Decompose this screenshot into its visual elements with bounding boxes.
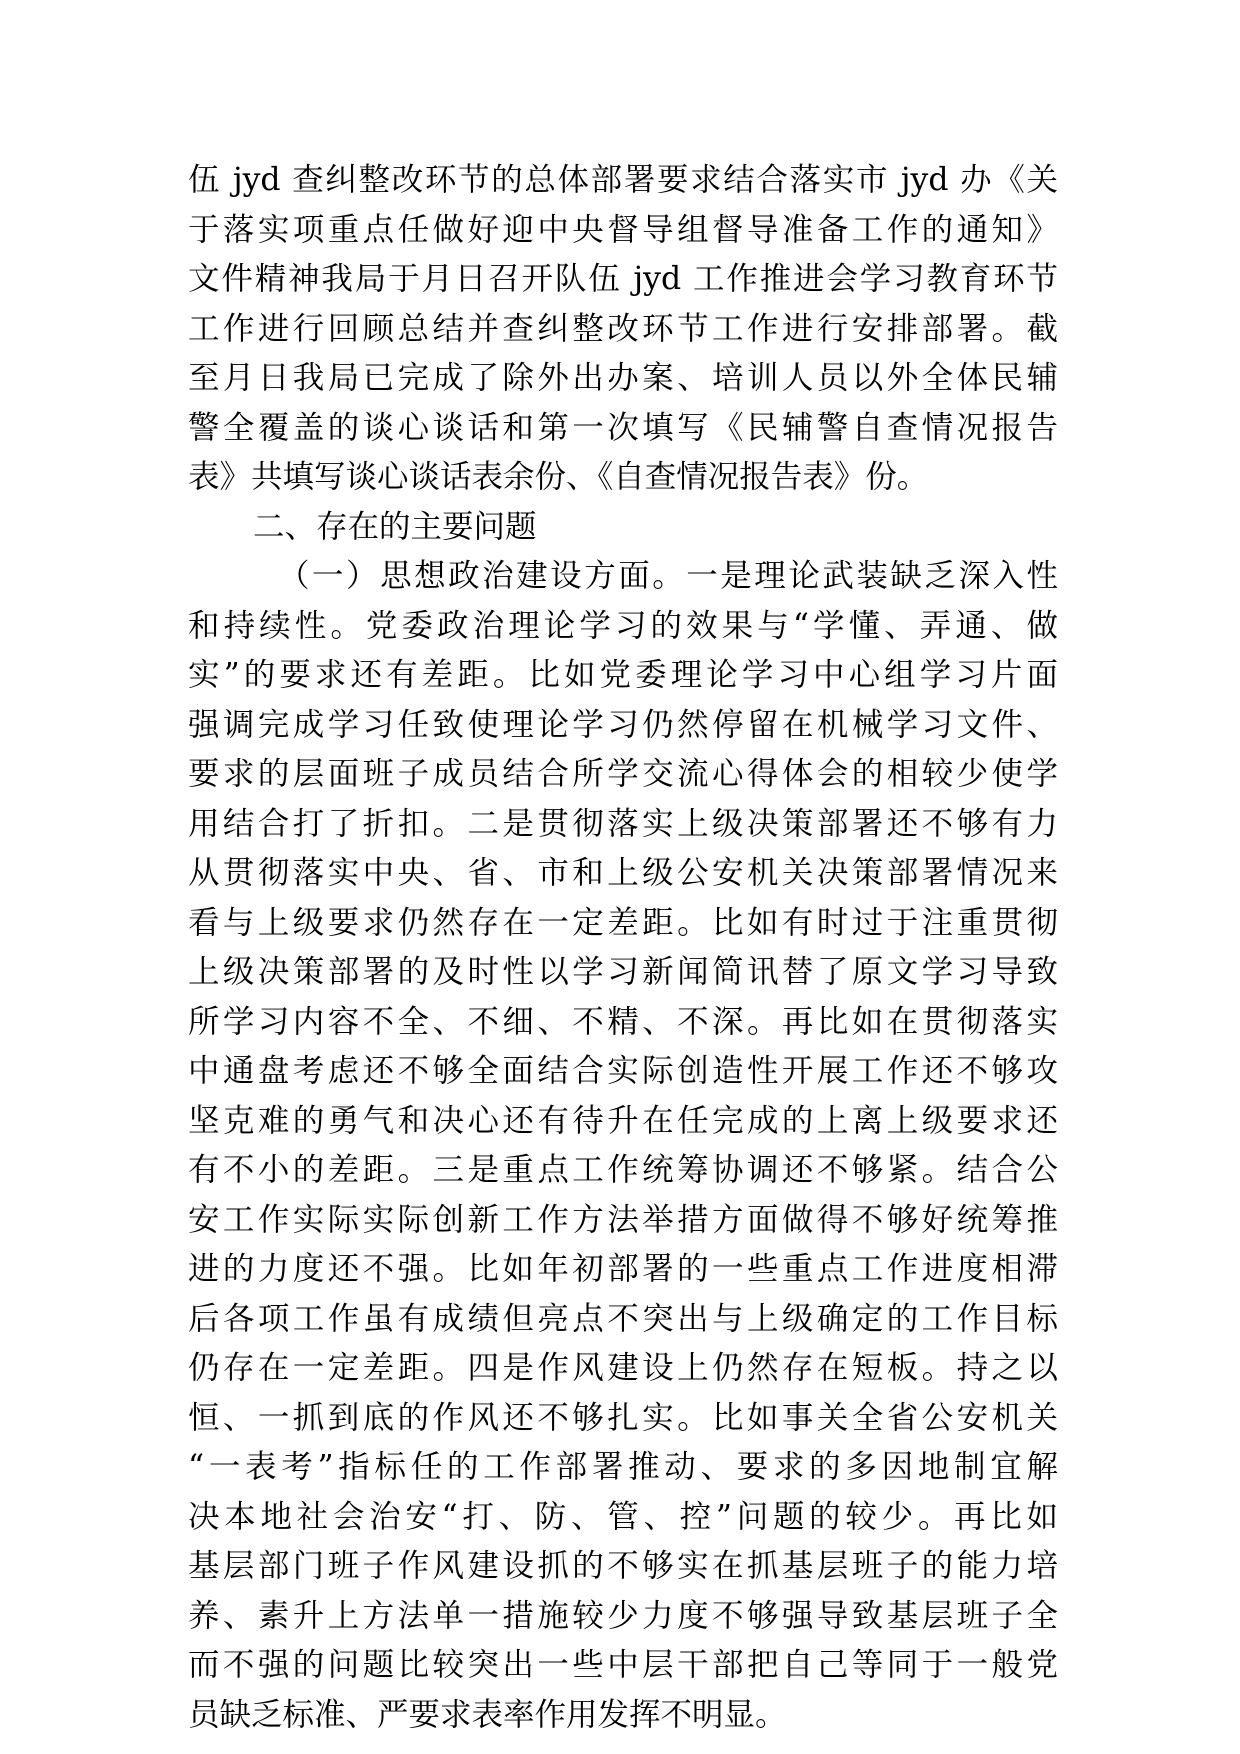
body-text-line: 养、素升上方法单一措施较少力度不够强导致基层班子全	[188, 1597, 1058, 1634]
body-text-line: 伍 jyd 查纠整改环节的总体部署要求结合落实市 jyd 办《关	[188, 162, 1058, 198]
body-text-line: “一表考”指标任的工作部署推动、要求的多因地制宜解	[188, 1449, 1058, 1485]
body-text-line: 表》共填写谈心谈话表余份、《自查情况报告表》份。	[188, 459, 929, 495]
body-text-line: 工作进行回顾总结并查纠整改环节工作进行安排部署。截	[188, 310, 1058, 347]
body-text-line: 安工作实际实际创新工作方法举措方面做得不够好统筹推	[188, 1201, 1058, 1238]
body-text-line: 仍存在一定差距。四是作风建设上仍然存在短板。持之以	[188, 1350, 1058, 1386]
body-text-line: 而不强的问题比较突出一些中层干部把自己等同于一般党	[188, 1647, 1058, 1683]
body-text-line: 恒、一抓到底的作风还不够扎实。比如事关全省公安机关	[188, 1399, 1058, 1436]
body-text-line: 基层部门班子作风建设抓的不够实在抓基层班子的能力培	[188, 1548, 1058, 1584]
body-text-line: 看与上级要求仍然存在一定差距。比如有时过于注重贯彻	[188, 904, 1058, 941]
body-text-line: 文件精神我局于月日召开队伍 jyd 工作推进会学习教育环节	[188, 261, 1058, 297]
body-text-line: 决本地社会治安“打、防、管、控”问题的较少。再比如	[188, 1498, 1058, 1535]
body-text-line: 用结合打了折扣。二是贯彻落实上级决策部署还不够有力	[188, 805, 1058, 842]
body-text-line: 后各项工作虽有成绩但亮点不突出与上级确定的工作目标	[188, 1300, 1058, 1337]
body-text-line: 警全覆盖的谈心谈话和第一次填写《民辅警自查情况报告	[188, 409, 1058, 446]
document-page	[188, 156, 1058, 1740]
body-text-line: 上级决策部署的及时性以学习新闻简讯替了原文学习导致	[188, 954, 1058, 990]
body-text-line: 实”的要求还有差距。比如党委理论学习中心组学习片面	[188, 657, 1058, 693]
body-text-line: 要求的层面班子成员结合所学交流心得体会的相较少使学	[188, 756, 1058, 792]
body-text-line: 至月日我局已完成了除外出办案、培训人员以外全体民辅	[188, 360, 1058, 396]
body-text-line: 员缺乏标准、严要求表率作用发挥不明显。	[188, 1696, 787, 1733]
subsection-line: （一）思想政治建设方面。一是理论武装缺乏深入性	[278, 558, 1058, 594]
body-text-line: 坚克难的勇气和决心还有待升在任完成的上离上级要求还	[188, 1102, 1058, 1139]
body-text-line: 强调完成学习任致使理论学习仍然停留在机械学习文件、	[188, 706, 1058, 743]
body-text-line: 于落实项重点任做好迎中央督导组督导准备工作的通知》	[188, 211, 1058, 248]
body-text-line: 中通盘考虑还不够全面结合实际创造性开展工作还不够攻	[188, 1053, 1058, 1089]
body-text-line: 进的力度还不强。比如年初部署的一些重点工作进度相滞	[188, 1251, 1058, 1287]
section-heading: 二、存在的主要问题	[253, 508, 537, 545]
body-text-line: 有不小的差距。三是重点工作统筹协调还不够紧。结合公	[188, 1152, 1058, 1188]
body-text-line: 从贯彻落实中央、省、市和上级公安机关决策部署情况来	[188, 855, 1058, 891]
body-text-line: 所学习内容不全、不细、不精、不深。再比如在贯彻落实	[188, 1003, 1058, 1040]
body-text-line: 和持续性。党委政治理论学习的效果与“学懂、弄通、做	[188, 607, 1058, 644]
